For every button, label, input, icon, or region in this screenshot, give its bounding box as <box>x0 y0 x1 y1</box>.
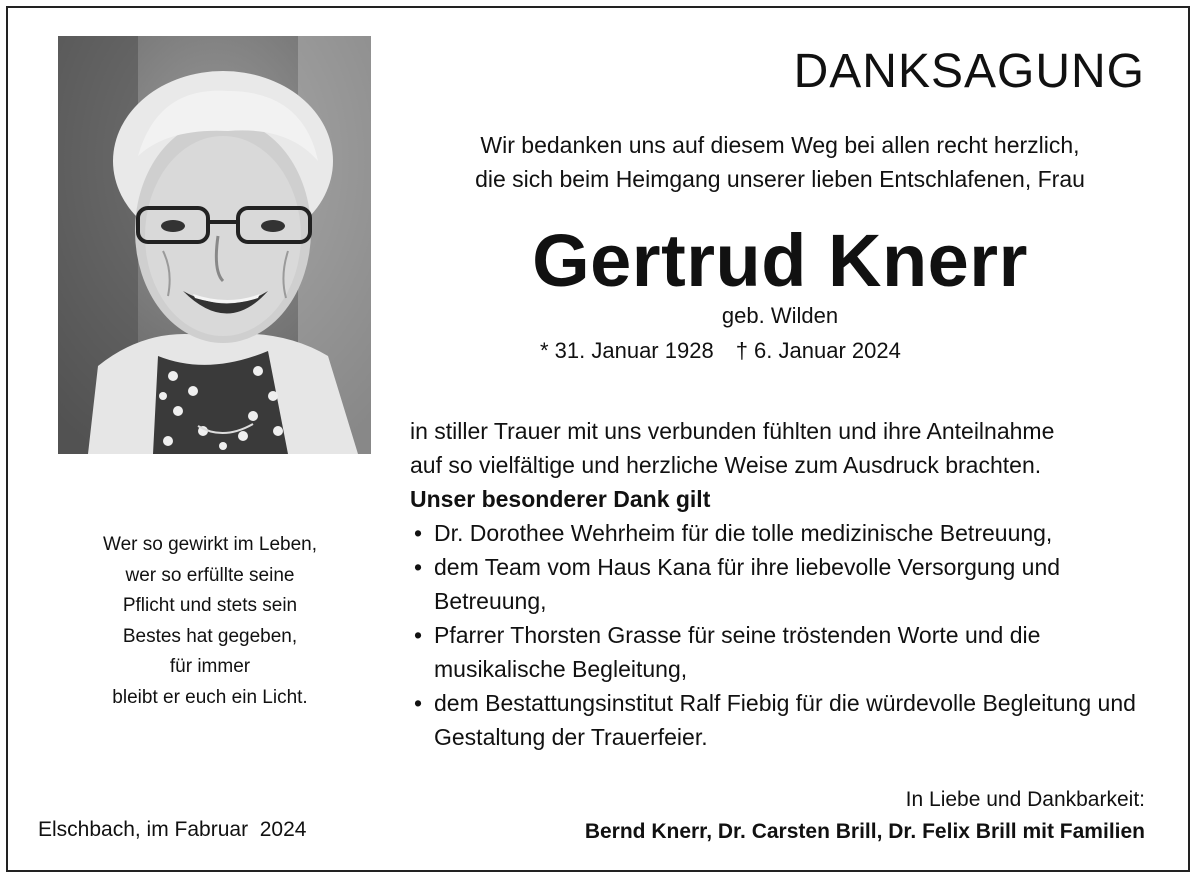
body-line: auf so vielfältige und herzliche Weise zum Ausdruck brachten. <box>410 452 1042 478</box>
thanks-item: • dem Team vom Haus Kana für ihre liebevolle Versorgung und Betreuung, <box>410 550 1170 618</box>
thanks-item: • Pfarrer Thorsten Grasse für seine tröstenden Worte und die musikalische Begleitung, <box>410 618 1170 686</box>
body-line: in stiller Trauer mit uns verbunden fühlten und ihre Anteilnahme <box>410 418 1055 444</box>
life-dates <box>540 338 901 364</box>
thanks-body <box>410 414 1170 754</box>
notice-title: DANKSAGUNG <box>793 45 1145 98</box>
intro-line: Wir bedanken uns auf diesem Weg bei allen recht herzlich, <box>480 132 1080 158</box>
verse-line: bleibt er euch ein Licht. <box>112 686 308 708</box>
signatories: Bernd Knerr, Dr. Carsten Brill, Dr. Felix Brill mit Familien <box>584 820 1145 843</box>
maiden-name: geb. Wilden <box>721 303 839 328</box>
closing-phrase: In Liebe und Dankbarkeit: <box>905 788 1145 811</box>
verse-line: wer so erfüllte seine <box>125 564 295 586</box>
intro-line: die sich beim Heimgang unserer lieben Entschlafenen, Frau <box>475 166 1085 192</box>
memorial-verse <box>60 530 360 713</box>
place-and-date: Elschbach, im Fabruar 2024 <box>38 818 307 841</box>
thanks-list <box>410 516 1170 754</box>
verse-line: für immer <box>169 656 251 677</box>
thanks-item: • dem Bestattungsinstitut Ralf Fiebig für die würdevolle Begleitung und Gestaltung der Trauerfeier. <box>410 686 1170 754</box>
death-date: † 6. Januar 2024 <box>735 338 901 363</box>
thanks-item: • Dr. Dorothee Wehrheim für die tolle medizinische Betreuung, <box>410 516 1170 550</box>
verse-line: Pflicht und stets sein <box>122 595 298 616</box>
intro-text <box>390 128 1170 196</box>
verse-line: Bestes hat gegeben, <box>122 625 298 647</box>
deceased-name: Gertrud Knerr <box>532 219 1028 302</box>
thanks-heading: Unser besonderer Dank gilt <box>410 486 711 512</box>
portrait-photo <box>58 36 371 454</box>
birth-date: * 31. Januar 1928 <box>540 338 714 363</box>
verse-line: Wer so gewirkt im Leben, <box>102 534 317 555</box>
